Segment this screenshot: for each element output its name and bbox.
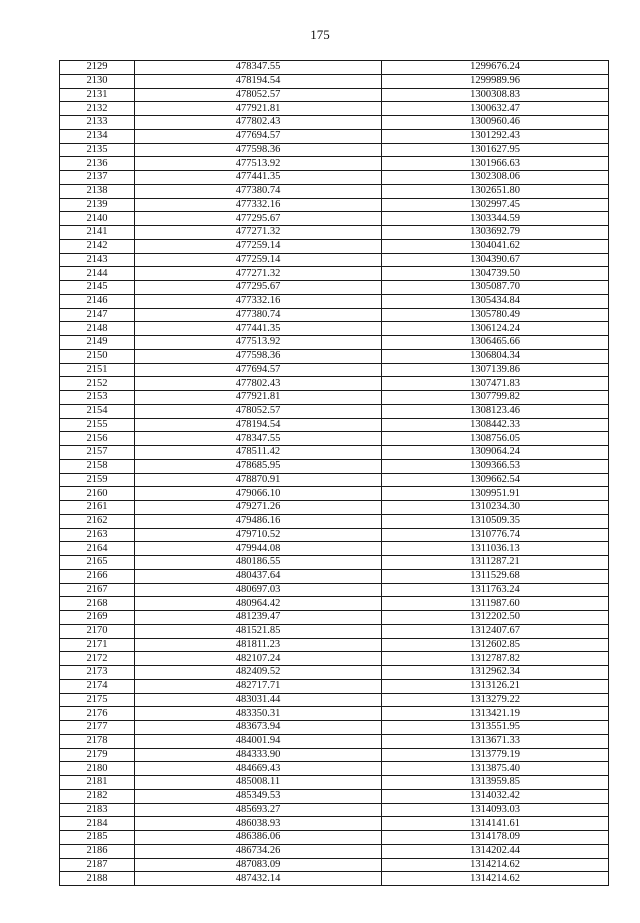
y-coordinate-cell: 1308123.46 bbox=[382, 404, 609, 418]
table-row bbox=[60, 267, 609, 281]
x-coordinate-cell: 477694.57 bbox=[135, 129, 382, 143]
point-number-cell: 2179 bbox=[60, 748, 135, 762]
table-row bbox=[60, 693, 609, 707]
y-coordinate-cell: 1312602.85 bbox=[382, 638, 609, 652]
x-coordinate-cell: 480186.55 bbox=[135, 556, 382, 570]
table-row bbox=[60, 487, 609, 501]
x-coordinate-cell: 477271.32 bbox=[135, 226, 382, 240]
table-row bbox=[60, 294, 609, 308]
y-coordinate-cell: 1305087.70 bbox=[382, 281, 609, 295]
x-coordinate-cell: 478511.42 bbox=[135, 446, 382, 460]
table-row bbox=[60, 349, 609, 363]
y-coordinate-cell: 1304041.62 bbox=[382, 239, 609, 253]
y-coordinate-cell: 1309366.53 bbox=[382, 459, 609, 473]
y-coordinate-cell: 1303692.79 bbox=[382, 226, 609, 240]
x-coordinate-cell: 478052.57 bbox=[135, 404, 382, 418]
y-coordinate-cell: 1311987.60 bbox=[382, 597, 609, 611]
y-coordinate-cell: 1300632.47 bbox=[382, 102, 609, 116]
x-coordinate-cell: 485349.53 bbox=[135, 789, 382, 803]
point-number-cell: 2183 bbox=[60, 803, 135, 817]
x-coordinate-cell: 482409.52 bbox=[135, 666, 382, 680]
point-number-cell: 2175 bbox=[60, 693, 135, 707]
y-coordinate-cell: 1312407.67 bbox=[382, 624, 609, 638]
y-coordinate-cell: 1304739.50 bbox=[382, 267, 609, 281]
point-number-cell: 2185 bbox=[60, 831, 135, 845]
table-row bbox=[60, 583, 609, 597]
table-row bbox=[60, 212, 609, 226]
point-number-cell: 2133 bbox=[60, 116, 135, 130]
point-number-cell: 2155 bbox=[60, 418, 135, 432]
table-row bbox=[60, 831, 609, 845]
table-row bbox=[60, 143, 609, 157]
point-number-cell: 2186 bbox=[60, 844, 135, 858]
x-coordinate-cell: 481521.85 bbox=[135, 624, 382, 638]
y-coordinate-cell: 1309951.91 bbox=[382, 487, 609, 501]
table-row bbox=[60, 157, 609, 171]
table-row bbox=[60, 198, 609, 212]
x-coordinate-cell: 477694.57 bbox=[135, 363, 382, 377]
x-coordinate-cell: 477332.16 bbox=[135, 198, 382, 212]
x-coordinate-cell: 477921.81 bbox=[135, 102, 382, 116]
point-number-cell: 2168 bbox=[60, 597, 135, 611]
y-coordinate-cell: 1299676.24 bbox=[382, 61, 609, 75]
y-coordinate-cell: 1307799.82 bbox=[382, 391, 609, 405]
y-coordinate-cell: 1305780.49 bbox=[382, 308, 609, 322]
point-number-cell: 2164 bbox=[60, 542, 135, 556]
point-number-cell: 2145 bbox=[60, 281, 135, 295]
y-coordinate-cell: 1306124.24 bbox=[382, 322, 609, 336]
point-number-cell: 2167 bbox=[60, 583, 135, 597]
y-coordinate-cell: 1306465.66 bbox=[382, 336, 609, 350]
x-coordinate-cell: 478194.54 bbox=[135, 74, 382, 88]
table-row bbox=[60, 391, 609, 405]
table-row bbox=[60, 61, 609, 75]
x-coordinate-cell: 478052.57 bbox=[135, 88, 382, 102]
point-number-cell: 2135 bbox=[60, 143, 135, 157]
point-number-cell: 2166 bbox=[60, 569, 135, 583]
table-row bbox=[60, 171, 609, 185]
y-coordinate-cell: 1312962.34 bbox=[382, 666, 609, 680]
y-coordinate-cell: 1301966.63 bbox=[382, 157, 609, 171]
x-coordinate-cell: 482717.71 bbox=[135, 679, 382, 693]
x-coordinate-cell: 480964.42 bbox=[135, 597, 382, 611]
table-row bbox=[60, 129, 609, 143]
point-number-cell: 2129 bbox=[60, 61, 135, 75]
y-coordinate-cell: 1313421.19 bbox=[382, 707, 609, 721]
x-coordinate-cell: 477598.36 bbox=[135, 349, 382, 363]
point-number-cell: 2178 bbox=[60, 734, 135, 748]
y-coordinate-cell: 1306804.34 bbox=[382, 349, 609, 363]
point-number-cell: 2169 bbox=[60, 611, 135, 625]
point-number-cell: 2144 bbox=[60, 267, 135, 281]
y-coordinate-cell: 1311763.24 bbox=[382, 583, 609, 597]
point-number-cell: 2146 bbox=[60, 294, 135, 308]
x-coordinate-cell: 478194.54 bbox=[135, 418, 382, 432]
coordinates-table-body bbox=[60, 61, 609, 886]
x-coordinate-cell: 482107.24 bbox=[135, 652, 382, 666]
x-coordinate-cell: 477802.43 bbox=[135, 377, 382, 391]
y-coordinate-cell: 1308442.33 bbox=[382, 418, 609, 432]
point-number-cell: 2187 bbox=[60, 858, 135, 872]
point-number-cell: 2180 bbox=[60, 762, 135, 776]
table-row bbox=[60, 679, 609, 693]
point-number-cell: 2158 bbox=[60, 459, 135, 473]
table-row bbox=[60, 404, 609, 418]
x-coordinate-cell: 477513.92 bbox=[135, 157, 382, 171]
x-coordinate-cell: 479066.10 bbox=[135, 487, 382, 501]
y-coordinate-cell: 1311036.13 bbox=[382, 542, 609, 556]
y-coordinate-cell: 1314093.03 bbox=[382, 803, 609, 817]
y-coordinate-cell: 1310776.74 bbox=[382, 528, 609, 542]
point-number-cell: 2147 bbox=[60, 308, 135, 322]
y-coordinate-cell: 1313875.40 bbox=[382, 762, 609, 776]
table-row bbox=[60, 556, 609, 570]
table-row bbox=[60, 803, 609, 817]
x-coordinate-cell: 477271.32 bbox=[135, 267, 382, 281]
table-row bbox=[60, 817, 609, 831]
table-row bbox=[60, 528, 609, 542]
point-number-cell: 2188 bbox=[60, 872, 135, 886]
point-number-cell: 2149 bbox=[60, 336, 135, 350]
table-row bbox=[60, 707, 609, 721]
table-row bbox=[60, 184, 609, 198]
point-number-cell: 2154 bbox=[60, 404, 135, 418]
table-row bbox=[60, 569, 609, 583]
table-row bbox=[60, 542, 609, 556]
y-coordinate-cell: 1309064.24 bbox=[382, 446, 609, 460]
point-number-cell: 2176 bbox=[60, 707, 135, 721]
x-coordinate-cell: 478347.55 bbox=[135, 432, 382, 446]
table-row bbox=[60, 116, 609, 130]
x-coordinate-cell: 486386.06 bbox=[135, 831, 382, 845]
y-coordinate-cell: 1300308.83 bbox=[382, 88, 609, 102]
x-coordinate-cell: 477295.67 bbox=[135, 212, 382, 226]
y-coordinate-cell: 1299989.96 bbox=[382, 74, 609, 88]
y-coordinate-cell: 1313779.19 bbox=[382, 748, 609, 762]
point-number-cell: 2150 bbox=[60, 349, 135, 363]
y-coordinate-cell: 1302651.80 bbox=[382, 184, 609, 198]
table-row bbox=[60, 432, 609, 446]
x-coordinate-cell: 480697.03 bbox=[135, 583, 382, 597]
x-coordinate-cell: 477598.36 bbox=[135, 143, 382, 157]
point-number-cell: 2153 bbox=[60, 391, 135, 405]
point-number-cell: 2138 bbox=[60, 184, 135, 198]
y-coordinate-cell: 1311287.21 bbox=[382, 556, 609, 570]
table-row bbox=[60, 377, 609, 391]
point-number-cell: 2141 bbox=[60, 226, 135, 240]
x-coordinate-cell: 477921.81 bbox=[135, 391, 382, 405]
table-row bbox=[60, 459, 609, 473]
table-row bbox=[60, 514, 609, 528]
point-number-cell: 2130 bbox=[60, 74, 135, 88]
x-coordinate-cell: 477441.35 bbox=[135, 322, 382, 336]
point-number-cell: 2173 bbox=[60, 666, 135, 680]
y-coordinate-cell: 1313126.21 bbox=[382, 679, 609, 693]
y-coordinate-cell: 1309662.54 bbox=[382, 473, 609, 487]
table-row bbox=[60, 74, 609, 88]
y-coordinate-cell: 1308756.05 bbox=[382, 432, 609, 446]
y-coordinate-cell: 1310509.35 bbox=[382, 514, 609, 528]
x-coordinate-cell: 487432.14 bbox=[135, 872, 382, 886]
table-row bbox=[60, 597, 609, 611]
x-coordinate-cell: 487083.09 bbox=[135, 858, 382, 872]
x-coordinate-cell: 478685.95 bbox=[135, 459, 382, 473]
x-coordinate-cell: 484001.94 bbox=[135, 734, 382, 748]
point-number-cell: 2172 bbox=[60, 652, 135, 666]
table-row bbox=[60, 501, 609, 515]
x-coordinate-cell: 477259.14 bbox=[135, 239, 382, 253]
x-coordinate-cell: 479486.16 bbox=[135, 514, 382, 528]
y-coordinate-cell: 1313279.22 bbox=[382, 693, 609, 707]
table-row bbox=[60, 872, 609, 886]
y-coordinate-cell: 1313671.33 bbox=[382, 734, 609, 748]
y-coordinate-cell: 1314214.62 bbox=[382, 872, 609, 886]
y-coordinate-cell: 1301292.43 bbox=[382, 129, 609, 143]
y-coordinate-cell: 1314178.09 bbox=[382, 831, 609, 845]
y-coordinate-cell: 1313551.95 bbox=[382, 721, 609, 735]
point-number-cell: 2184 bbox=[60, 817, 135, 831]
point-number-cell: 2174 bbox=[60, 679, 135, 693]
x-coordinate-cell: 477295.67 bbox=[135, 281, 382, 295]
x-coordinate-cell: 479710.52 bbox=[135, 528, 382, 542]
table-row bbox=[60, 776, 609, 790]
x-coordinate-cell: 477259.14 bbox=[135, 253, 382, 267]
y-coordinate-cell: 1305434.84 bbox=[382, 294, 609, 308]
point-number-cell: 2152 bbox=[60, 377, 135, 391]
point-number-cell: 2177 bbox=[60, 721, 135, 735]
point-number-cell: 2170 bbox=[60, 624, 135, 638]
y-coordinate-cell: 1314202.44 bbox=[382, 844, 609, 858]
table-row bbox=[60, 363, 609, 377]
point-number-cell: 2163 bbox=[60, 528, 135, 542]
table-row bbox=[60, 253, 609, 267]
point-number-cell: 2182 bbox=[60, 789, 135, 803]
y-coordinate-cell: 1311529.68 bbox=[382, 569, 609, 583]
point-number-cell: 2159 bbox=[60, 473, 135, 487]
table-row bbox=[60, 418, 609, 432]
table-row bbox=[60, 322, 609, 336]
x-coordinate-cell: 485008.11 bbox=[135, 776, 382, 790]
x-coordinate-cell: 477513.92 bbox=[135, 336, 382, 350]
table-row bbox=[60, 336, 609, 350]
table-row bbox=[60, 762, 609, 776]
coordinates-table bbox=[59, 60, 609, 886]
y-coordinate-cell: 1314214.62 bbox=[382, 858, 609, 872]
x-coordinate-cell: 477441.35 bbox=[135, 171, 382, 185]
point-number-cell: 2143 bbox=[60, 253, 135, 267]
point-number-cell: 2162 bbox=[60, 514, 135, 528]
x-coordinate-cell: 485693.27 bbox=[135, 803, 382, 817]
y-coordinate-cell: 1310234.30 bbox=[382, 501, 609, 515]
point-number-cell: 2148 bbox=[60, 322, 135, 336]
y-coordinate-cell: 1312202.50 bbox=[382, 611, 609, 625]
table-row bbox=[60, 748, 609, 762]
table-row bbox=[60, 652, 609, 666]
x-coordinate-cell: 484669.43 bbox=[135, 762, 382, 776]
y-coordinate-cell: 1307471.83 bbox=[382, 377, 609, 391]
table-row bbox=[60, 281, 609, 295]
y-coordinate-cell: 1302308.06 bbox=[382, 171, 609, 185]
x-coordinate-cell: 481811.23 bbox=[135, 638, 382, 652]
x-coordinate-cell: 478347.55 bbox=[135, 61, 382, 75]
y-coordinate-cell: 1312787.82 bbox=[382, 652, 609, 666]
table-row bbox=[60, 734, 609, 748]
point-number-cell: 2139 bbox=[60, 198, 135, 212]
x-coordinate-cell: 479271.26 bbox=[135, 501, 382, 515]
x-coordinate-cell: 483031.44 bbox=[135, 693, 382, 707]
y-coordinate-cell: 1300960.46 bbox=[382, 116, 609, 130]
point-number-cell: 2181 bbox=[60, 776, 135, 790]
point-number-cell: 2165 bbox=[60, 556, 135, 570]
table-row bbox=[60, 624, 609, 638]
table-row bbox=[60, 844, 609, 858]
point-number-cell: 2134 bbox=[60, 129, 135, 143]
point-number-cell: 2157 bbox=[60, 446, 135, 460]
point-number-cell: 2151 bbox=[60, 363, 135, 377]
y-coordinate-cell: 1313959.85 bbox=[382, 776, 609, 790]
point-number-cell: 2161 bbox=[60, 501, 135, 515]
point-number-cell: 2156 bbox=[60, 432, 135, 446]
table-row bbox=[60, 102, 609, 116]
x-coordinate-cell: 486734.26 bbox=[135, 844, 382, 858]
x-coordinate-cell: 481239.47 bbox=[135, 611, 382, 625]
point-number-cell: 2137 bbox=[60, 171, 135, 185]
x-coordinate-cell: 483350.31 bbox=[135, 707, 382, 721]
table-row bbox=[60, 721, 609, 735]
y-coordinate-cell: 1303344.59 bbox=[382, 212, 609, 226]
x-coordinate-cell: 477802.43 bbox=[135, 116, 382, 130]
point-number-cell: 2171 bbox=[60, 638, 135, 652]
table-row bbox=[60, 858, 609, 872]
x-coordinate-cell: 479944.08 bbox=[135, 542, 382, 556]
x-coordinate-cell: 478870.91 bbox=[135, 473, 382, 487]
table-row bbox=[60, 88, 609, 102]
table-row bbox=[60, 611, 609, 625]
table-row bbox=[60, 446, 609, 460]
x-coordinate-cell: 477380.74 bbox=[135, 308, 382, 322]
table-row bbox=[60, 789, 609, 803]
table-row bbox=[60, 666, 609, 680]
y-coordinate-cell: 1307139.86 bbox=[382, 363, 609, 377]
y-coordinate-cell: 1302997.45 bbox=[382, 198, 609, 212]
table-row bbox=[60, 308, 609, 322]
table-row bbox=[60, 473, 609, 487]
y-coordinate-cell: 1314141.61 bbox=[382, 817, 609, 831]
point-number-cell: 2140 bbox=[60, 212, 135, 226]
x-coordinate-cell: 477380.74 bbox=[135, 184, 382, 198]
table-row bbox=[60, 638, 609, 652]
x-coordinate-cell: 483673.94 bbox=[135, 721, 382, 735]
table-row bbox=[60, 226, 609, 240]
x-coordinate-cell: 486038.93 bbox=[135, 817, 382, 831]
point-number-cell: 2142 bbox=[60, 239, 135, 253]
x-coordinate-cell: 480437.64 bbox=[135, 569, 382, 583]
point-number-cell: 2132 bbox=[60, 102, 135, 116]
point-number-cell: 2136 bbox=[60, 157, 135, 171]
page-number: 175 bbox=[310, 27, 330, 42]
table-row bbox=[60, 239, 609, 253]
y-coordinate-cell: 1304390.67 bbox=[382, 253, 609, 267]
y-coordinate-cell: 1314032.42 bbox=[382, 789, 609, 803]
x-coordinate-cell: 484333.90 bbox=[135, 748, 382, 762]
point-number-cell: 2131 bbox=[60, 88, 135, 102]
x-coordinate-cell: 477332.16 bbox=[135, 294, 382, 308]
point-number-cell: 2160 bbox=[60, 487, 135, 501]
y-coordinate-cell: 1301627.95 bbox=[382, 143, 609, 157]
